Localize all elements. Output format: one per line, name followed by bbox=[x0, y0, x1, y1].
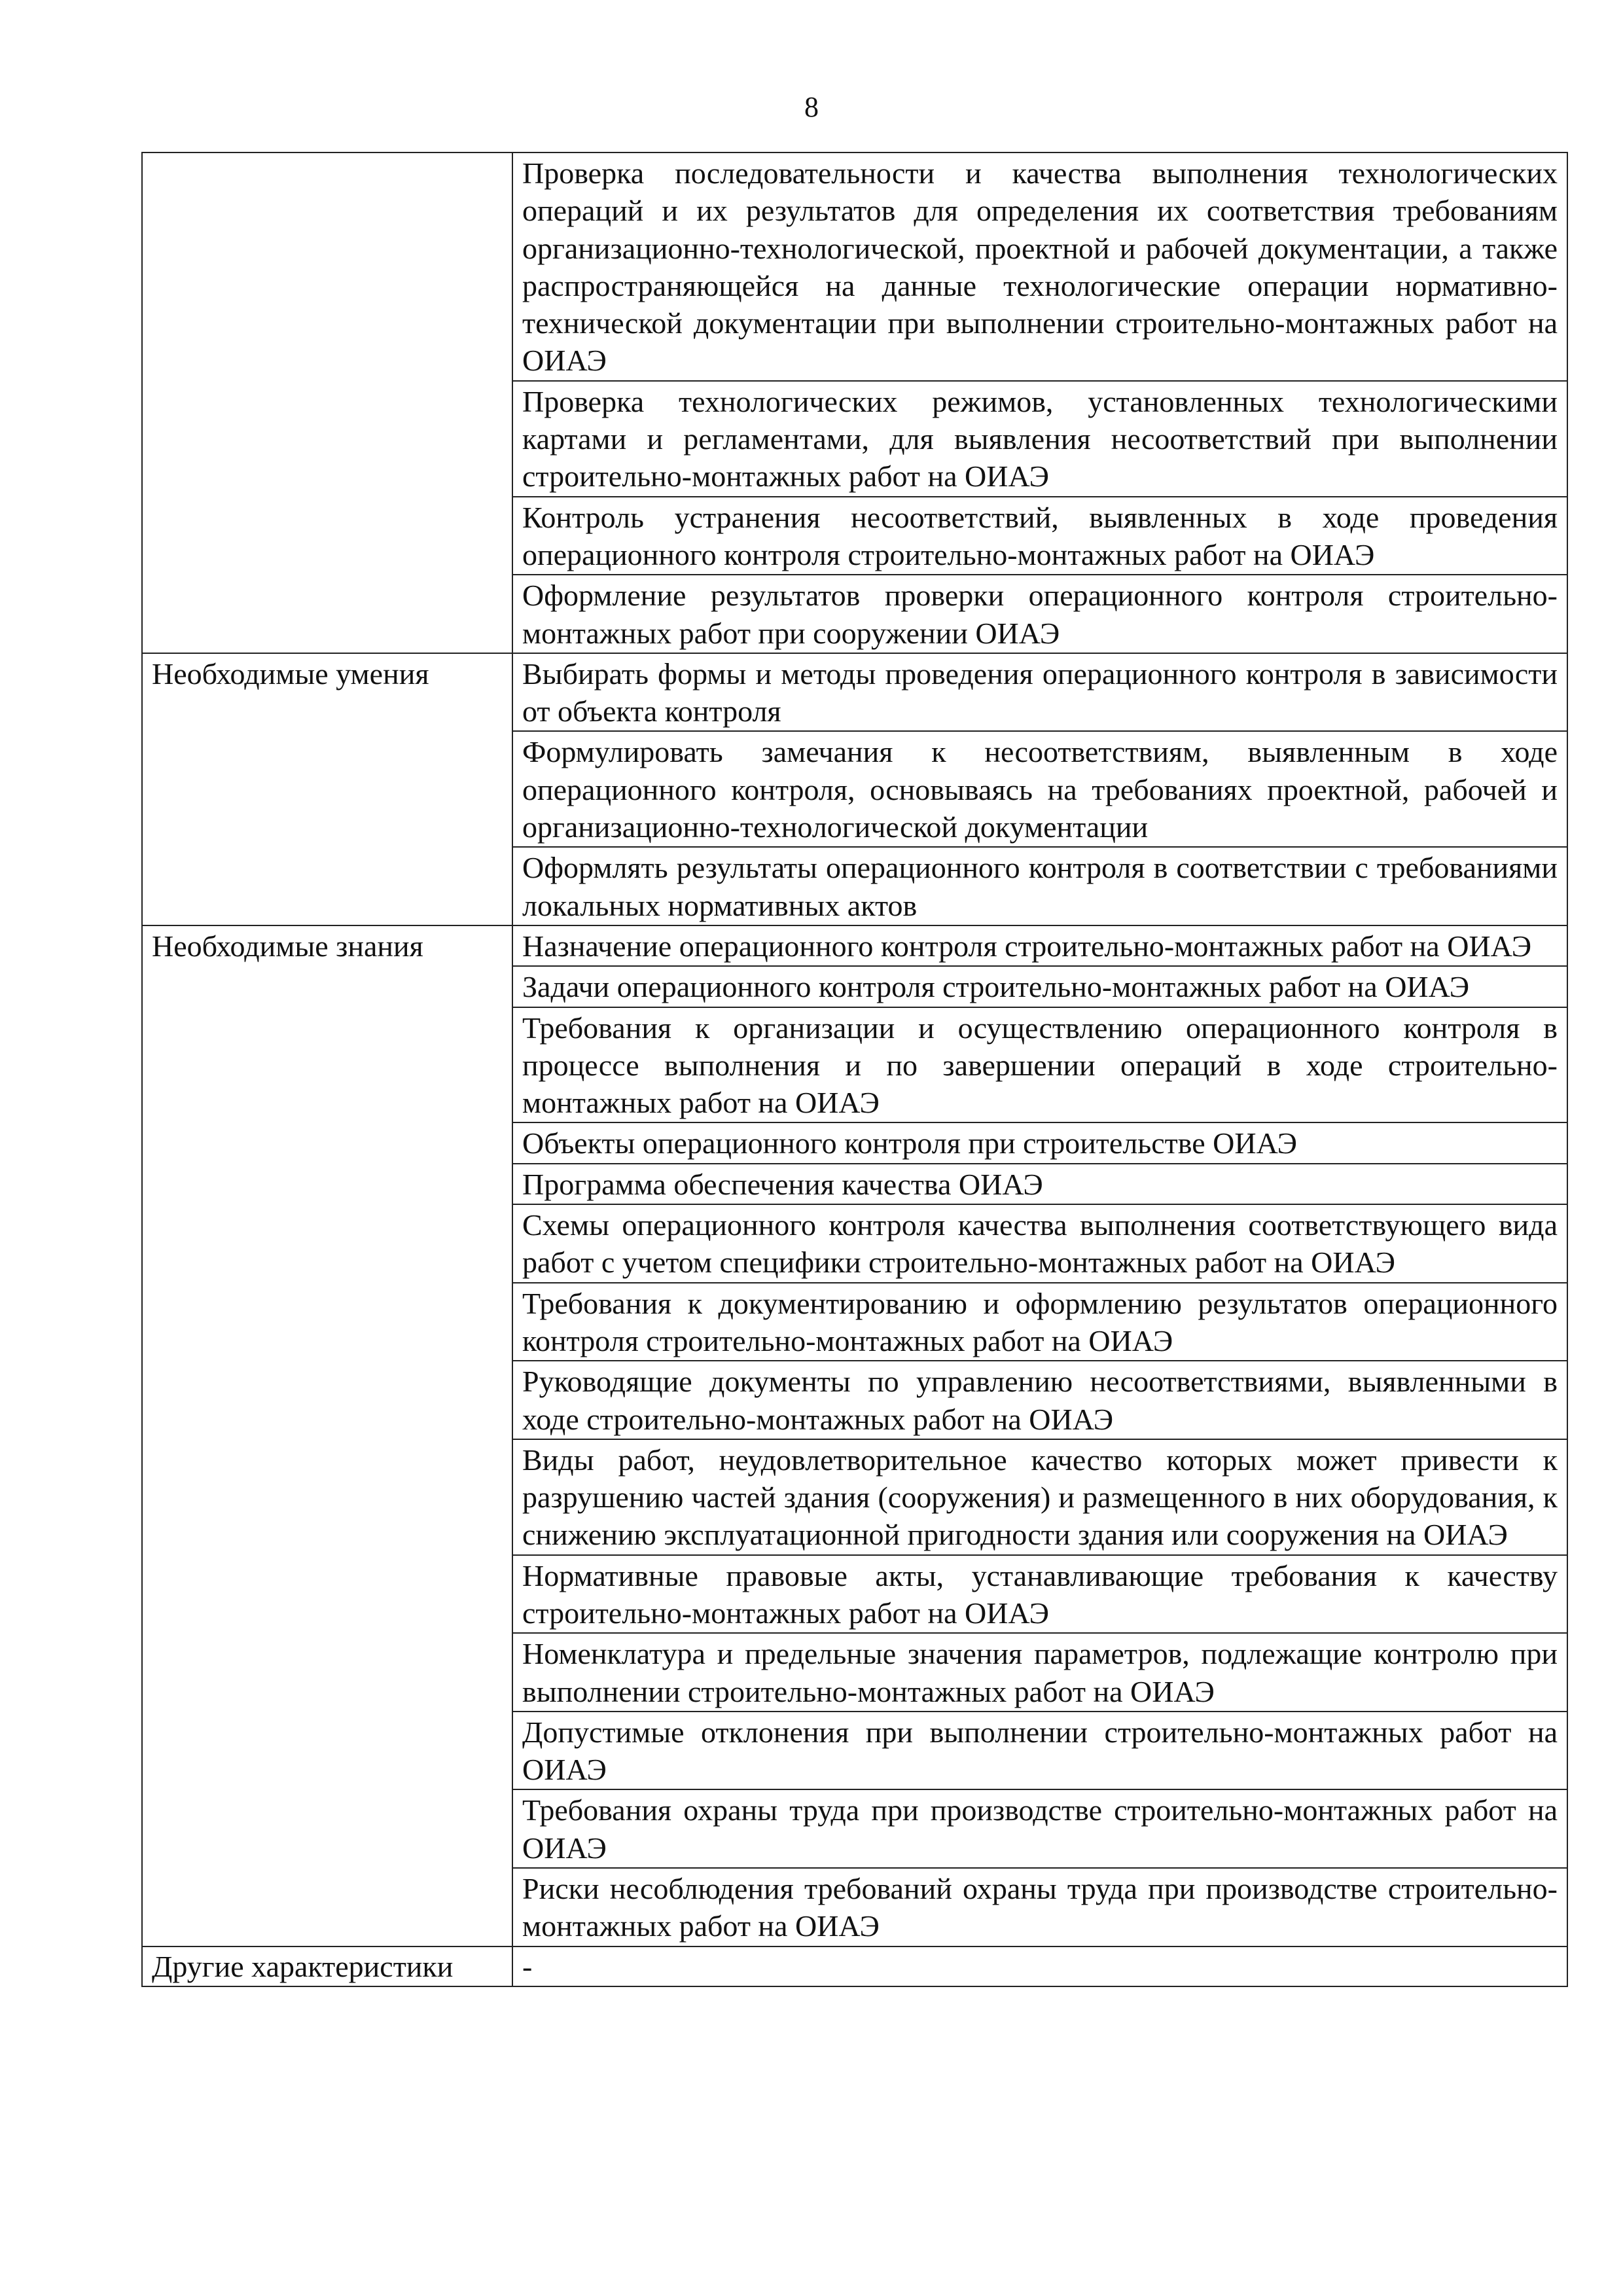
requirement-text: Риски несоблюдения требований охраны труда при производстве строительно-монтажных работ на ОИАЭ bbox=[512, 1868, 1567, 1946]
requirement-text: Контроль устранения несоответствий, выявленных в ходе проведения операционного контроля строительно-монтажных работ на ОИАЭ bbox=[512, 497, 1567, 575]
skills-row bbox=[142, 653, 1567, 732]
requirement-text: Проверка технологических режимов, установленных технологическими картами и регламентами, для выявления несоответствий при выполнении строительно-монтажных работ на ОИАЭ bbox=[512, 381, 1567, 497]
requirement-text: Виды работ, неудовлетворительное качество которых может привести к разрушению частей здания (сооружения) и размещенного в них оборудования, к снижению эксплуатационной пригодности здания или сооружения на ОИАЭ bbox=[512, 1439, 1567, 1555]
requirement-text: Допустимые отклонения при выполнении строительно-монтажных работ на ОИАЭ bbox=[512, 1712, 1567, 1790]
page-number: 8 bbox=[804, 91, 819, 123]
requirement-text: Проверка последовательности и качества выполнения технологических операций и их результатов для определения их соответствия требованиям организационно-технологической, проектной и рабочей документации, а также распространяющейся на данные технологические операции нормативно-технической документации при выполнении строительно-монтажных работ на ОИАЭ bbox=[512, 152, 1567, 381]
qualification-table bbox=[141, 152, 1568, 1987]
qualification-table-body bbox=[142, 152, 1567, 1986]
requirement-text: Руководящие документы по управлению несоответствиями, выявленными в ходе строительно-монтажных работ на ОИАЭ bbox=[512, 1361, 1567, 1439]
row-label: Необходимые умения bbox=[142, 653, 512, 925]
requirement-text: Номенклатура и предельные значения параметров, подлежащие контролю при выполнении строительно-монтажных работ на ОИАЭ bbox=[512, 1633, 1567, 1712]
requirement-text: Оформление результатов проверки операционного контроля строительно-монтажных работ при сооружении ОИАЭ bbox=[512, 575, 1567, 653]
requirement-text: Формулировать замечания к несоответствиям, выявленным в ходе операционного контроля, основываясь на требованиях проектной, рабочей и организационно-технологической документации bbox=[512, 731, 1567, 847]
requirement-text: Требования к документированию и оформлению результатов операционного контроля строительно-монтажных работ на ОИАЭ bbox=[512, 1283, 1567, 1361]
requirement-text: Назначение операционного контроля строительно-монтажных работ на ОИАЭ bbox=[512, 925, 1567, 966]
requirement-text: Задачи операционного контроля строительно-монтажных работ на ОИАЭ bbox=[512, 966, 1567, 1007]
requirement-text: Требования охраны труда при производстве строительно-монтажных работ на ОИАЭ bbox=[512, 1789, 1567, 1868]
requirement-text: Требования к организации и осуществлению операционного контроля в процессе выполнения и по завершении операций в ходе строительно-монтажных работ на ОИАЭ bbox=[512, 1007, 1567, 1123]
row-label: Другие характеристики bbox=[142, 1946, 512, 1986]
requirement-text: Оформлять результаты операционного контроля в соответствии с требованиями локальных нормативных актов bbox=[512, 847, 1567, 925]
requirement-text: Нормативные правовые акты, устанавливающие требования к качеству строительно-монтажных работ на ОИАЭ bbox=[512, 1555, 1567, 1634]
requirement-text: Схемы операционного контроля качества выполнения соответствующего вида работ с учетом специфики строительно-монтажных работ на ОИАЭ bbox=[512, 1204, 1567, 1283]
requirement-text: Объекты операционного контроля при строительстве ОИАЭ bbox=[512, 1122, 1567, 1163]
requirement-text: Программа обеспечения качества ОИАЭ bbox=[512, 1164, 1567, 1204]
requirement-text: - bbox=[512, 1946, 1567, 1986]
knowledge-row bbox=[142, 925, 1567, 966]
row-label bbox=[142, 152, 512, 653]
other-characteristics-row bbox=[142, 1946, 1567, 1986]
labor-actions-row bbox=[142, 152, 1567, 381]
row-label: Необходимые знания bbox=[142, 925, 512, 1946]
requirement-text: Выбирать формы и методы проведения операционного контроля в зависимости от объекта контроля bbox=[512, 653, 1567, 732]
